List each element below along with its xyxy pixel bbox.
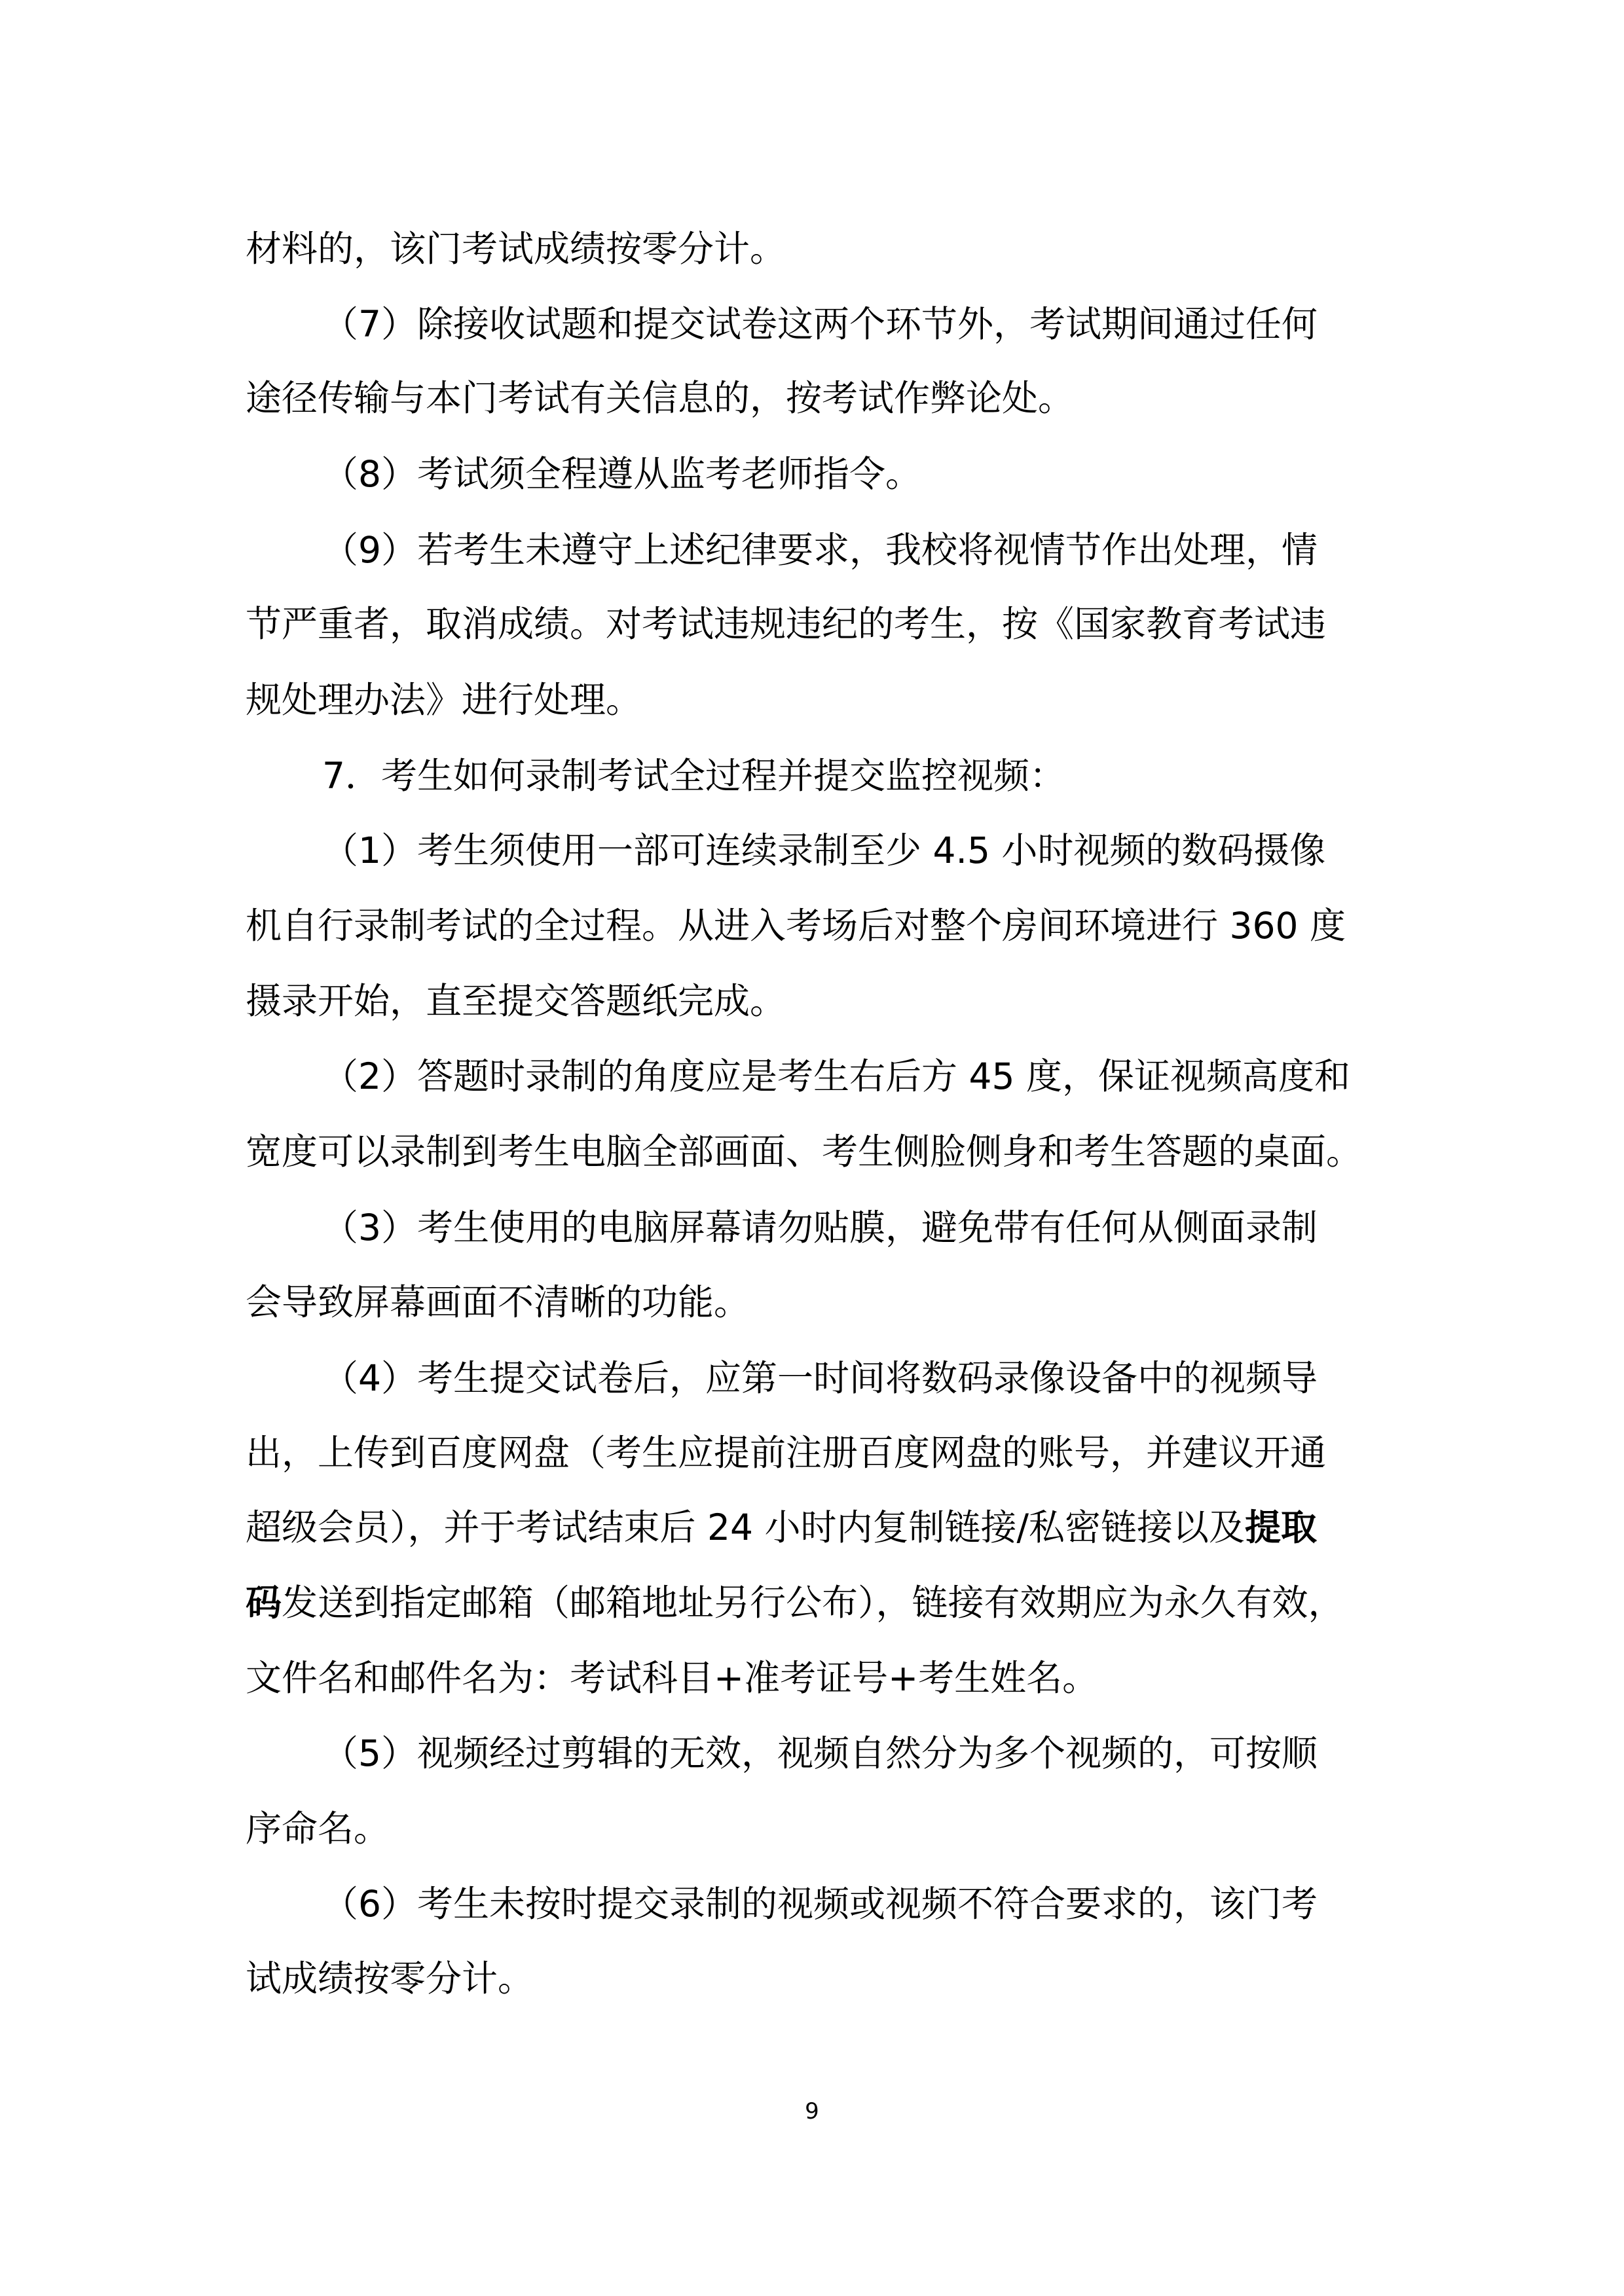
body-line-1: 材料的，该门考试成绩按零分计。	[246, 228, 786, 270]
item-2-line-1: （2）答题时录制的角度应是考生右后方 45 度，保证视频高度和	[322, 1055, 1350, 1097]
rule-9-line-2: 节严重者，取消成绩。对考试违规违纪的考生，按《国家教育考试违	[246, 603, 1327, 645]
item-5-line-2: 序命名。	[246, 1808, 390, 1850]
rule-7-line-2: 途径传输与本门考试有关信息的，按考试作弊论处。	[246, 377, 1075, 419]
item-4-line-3-text: 超级会员），并于考试结束后 24 小时内复制链接/私密链接以及	[246, 1506, 1245, 1548]
rule-8-line-1: （8）考试须全程遵从监考老师指令。	[322, 453, 921, 495]
item-4-line-4	[246, 1580, 1344, 1626]
item-6-line-2: 试成绩按零分计。	[246, 1958, 534, 1999]
pickup-code-bold-part-2: 码	[246, 1582, 282, 1624]
item-3-line-1: （3）考生使用的电脑屏幕请勿贴膜，避免带有任何从侧面录制	[322, 1207, 1318, 1248]
page-number: 9	[805, 2098, 819, 2124]
rule-9-line-3: 规处理办法》进行处理。	[246, 679, 642, 721]
rule-7-line-1: （7）除接收试题和提交试卷这两个环节外，考试期间通过任何	[322, 303, 1318, 345]
item-4-line-2: 出，上传到百度网盘（考生应提前注册百度网盘的账号，并建议开通	[246, 1432, 1327, 1474]
item-4-line-3	[246, 1504, 1317, 1550]
item-4-line-1: （4）考生提交试卷后，应第一时间将数码录像设备中的视频导	[322, 1357, 1318, 1399]
section-7-heading: 7．考生如何录制考试全过程并提交监控视频：	[322, 755, 1065, 797]
item-1-line-2: 机自行录制考试的全过程。从进入考场后对整个房间环境进行 360 度	[246, 905, 1346, 947]
pickup-code-bold-part-1: 提取	[1244, 1506, 1317, 1548]
item-3-line-2: 会导致屏幕画面不清晰的功能。	[246, 1281, 750, 1323]
item-4-line-4-text: 发送到指定邮箱（邮箱地址另行公布），链接有效期应为永久有效，	[282, 1582, 1344, 1624]
rule-9-line-1: （9）若考生未遵守上述纪律要求，我校将视情节作出处理，情	[322, 529, 1318, 571]
item-1-line-3: 摄录开始，直至提交答题纸完成。	[246, 980, 786, 1022]
item-2-line-2: 宽度可以录制到考生电脑全部画面、考生侧脸侧身和考生答题的桌面。	[246, 1131, 1363, 1173]
item-4-line-5: 文件名和邮件名为：考试科目+准考证号+考生姓名。	[246, 1657, 1099, 1699]
item-1-line-1: （1）考生须使用一部可连续录制至少 4.5 小时视频的数码摄像	[322, 829, 1326, 871]
item-5-line-1: （5）视频经过剪辑的无效，视频自然分为多个视频的，可按顺	[322, 1732, 1318, 1774]
item-6-line-1: （6）考生未按时提交录制的视频或视频不符合要求的，该门考	[322, 1883, 1318, 1925]
